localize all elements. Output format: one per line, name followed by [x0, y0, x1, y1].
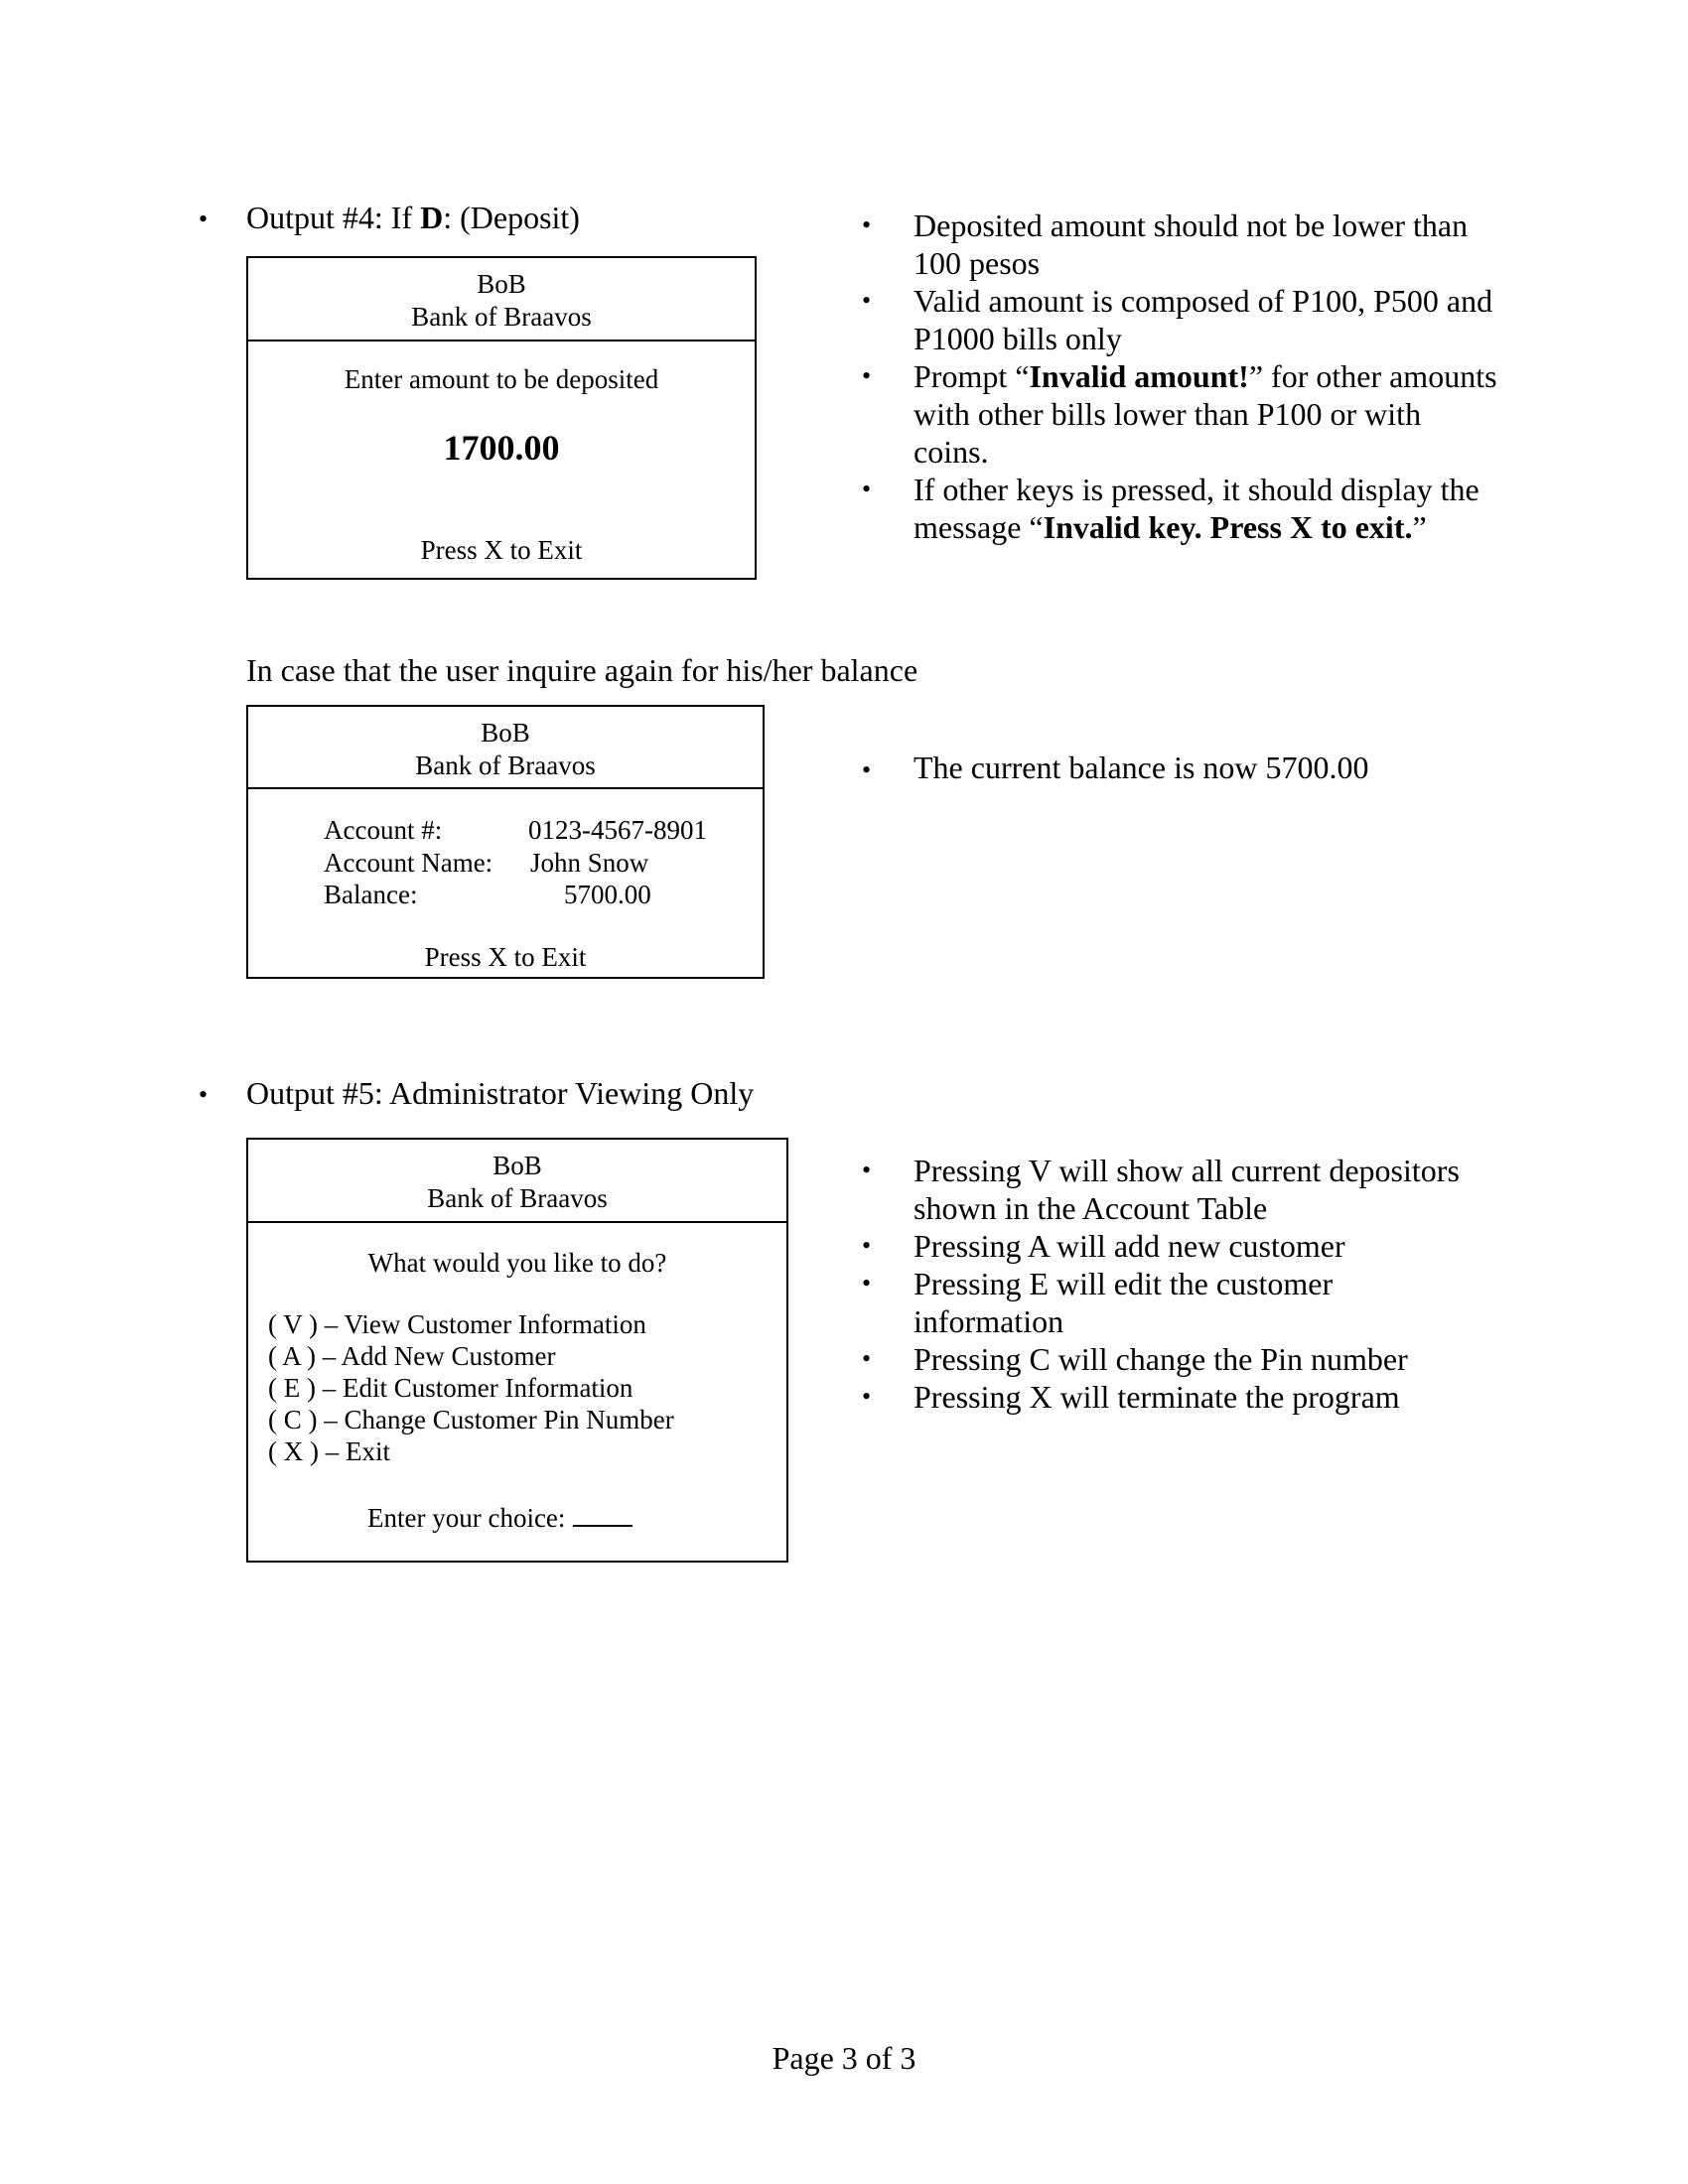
menu-option-edit: ( E ) – Edit Customer Information [268, 1373, 633, 1403]
bullet-marker: • [199, 205, 209, 233]
list-item: • If other keys is pressed, it should display the message “Invalid key. Press X to exit.” [862, 472, 1479, 545]
menu-option-view: ( V ) – View Customer Information [268, 1309, 646, 1339]
section-5-heading: Output #5: Administrator Viewing Only [246, 1075, 755, 1111]
exit-hint: Press X to Exit [424, 942, 587, 972]
bank-header [248, 1150, 786, 1215]
header-divider [248, 340, 755, 341]
deposit-prompt: Enter amount to be deposited [344, 364, 659, 394]
balance-intro: In case that the user inquire again for his/her balance [246, 652, 918, 688]
bank-short: BoB [481, 718, 530, 748]
list-item: • Pressing X will terminate the program [862, 1379, 1400, 1415]
choice-blank [573, 1499, 633, 1527]
section-4-heading [246, 199, 580, 236]
balance-label: Balance: [324, 880, 418, 909]
exit-hint: Press X to Exit [420, 535, 583, 565]
list-item: • Pressing E will edit the customer information [862, 1266, 1334, 1339]
page-number: Page 3 of 3 [772, 2040, 916, 2076]
deposit-amount: 1700.00 [443, 428, 560, 468]
account-no-label: Account #: [324, 815, 443, 845]
deposit-rules [862, 206, 1497, 546]
admin-menu-screen [246, 1138, 788, 1563]
heading-suffix: : (Deposit) [443, 200, 580, 235]
bullet-marker: • [862, 755, 872, 784]
list-item: • Prompt “Invalid amount!” for other amounts with other bills lower than P100 or with coins. [862, 358, 1497, 470]
list-item: • Pressing V will show all current depositors shown in the Account Table [862, 1153, 1460, 1226]
bank-name: Bank of Braavos [427, 1183, 608, 1213]
list-item: • Pressing C will change the Pin number [862, 1341, 1408, 1377]
account-no-value: 0123-4567-8901 [528, 815, 707, 845]
account-name-label: Account Name: [324, 848, 493, 878]
account-name-value: John Snow [530, 848, 649, 878]
heading-key: D [420, 200, 444, 235]
choice-prompt: Enter your choice: [367, 1503, 566, 1533]
balance-screen [246, 705, 765, 979]
bank-short: BoB [492, 1151, 542, 1180]
list-item: • Deposited amount should not be lower than 100 pesos [862, 207, 1469, 281]
heading-prefix: Output #4: If [246, 200, 421, 235]
list-item: • Pressing A will add new customer [862, 1228, 1345, 1264]
bank-header [248, 717, 763, 782]
menu-option-exit: ( X ) – Exit [268, 1436, 390, 1466]
menu-option-change-pin: ( C ) – Change Customer Pin Number [268, 1405, 674, 1434]
balance-note: The current balance is now 5700.00 [914, 750, 1369, 785]
choice-prompt-row [367, 1499, 633, 1535]
header-divider [248, 787, 763, 789]
bullet-marker: • [199, 1080, 209, 1109]
bank-short: BoB [477, 269, 526, 299]
deposit-screen [246, 256, 757, 580]
admin-menu-notes [862, 1152, 1477, 1416]
menu-option-add: ( A ) – Add New Customer [268, 1341, 556, 1371]
list-item: • Valid amount is composed of P100, P500 and P1000 bills only [862, 283, 1493, 356]
bank-name: Bank of Braavos [411, 302, 592, 332]
bank-header [248, 268, 755, 334]
header-divider [248, 1221, 786, 1223]
menu-question: What would you like to do? [367, 1248, 667, 1278]
balance-value: 5700.00 [564, 880, 651, 909]
bank-name: Bank of Braavos [415, 751, 596, 780]
